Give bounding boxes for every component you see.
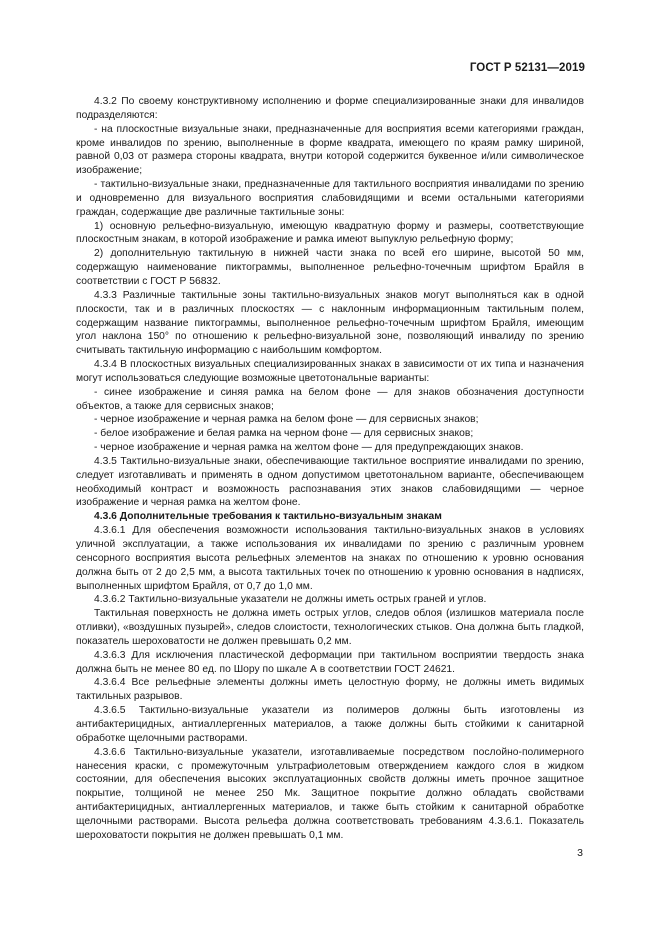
paragraph: - на плоскостные визуальные знаки, предназначенные для восприятия всеми категориями граждан, кроме инвалидов по зрению, выполненные в форме квадрата, имеющего по краям рамку шириной, равной 0,03 от размера стороны квадрата, внутри которой содержится буквенное и/или символическое изображение;	[76, 123, 584, 177]
paragraph: 4.3.6.1 Для обеспечения возможности использования тактильно-визуальных знаков в условиях уличной эксплуатации, а также использования их инвалидами по зрению с различным уровнем сенсорного восприятия высота рельефных элементов на знаках по отношению к уровню основания должна быть от 2 до 2,5 мм, а высота тактильных точек по отношению к уровню основания в надписях, выполненных шрифтом Брайля, от 0,7 до 1,0 мм.	[76, 525, 584, 592]
document-body	[76, 95, 584, 843]
paragraph: Тактильная поверхность не должна иметь острых углов, следов облоя (излишков материала после отливки), «воздушных пузырей», следов слоистости, технологических стыков. Она должна быть гладкой, показатель шероховатости не должен превышать 0,2 мм.	[76, 608, 584, 647]
paragraph: - белое изображение и белая рамка на черном фоне — для сервисных знаков;	[94, 428, 474, 440]
page-number: 3	[577, 847, 583, 859]
paragraph: - черное изображение и черная рамка на желтом фоне — для предупреждающих знаков.	[94, 442, 524, 454]
paragraph: 4.3.6.2 Тактильно-визуальные указатели не должны иметь острых граней и углов.	[94, 594, 487, 606]
paragraph: 4.3.6.4 Все рельефные элементы должны иметь целостную форму, не должны иметь видимых тактильных разрывов.	[76, 677, 584, 703]
paragraph: - черное изображение и черная рамка на белом фоне — для сервисных знаков;	[94, 414, 479, 426]
paragraph: 4.3.5 Тактильно-визуальные знаки, обеспечивающие тактильное восприятие инвалидами по зрению, следует изготавливать и применять в одном допустимом цветотональном варианте, обеспечивающем необходимый контраст и возможность распознавания этих знаков слабовидящими — черное изображение и черная рамка на желтом фоне.	[76, 455, 584, 509]
paragraph: 2) дополнительную тактильную в нижней части знака по всей его ширине, высотой 50 мм, содержащую наименование пиктограммы, выполненное рельефно-точечным шрифтом Брайля в соответствии с ГОСТ Р 56832.	[76, 248, 584, 287]
paragraph: - тактильно-визуальные знаки, предназначенные для тактильного восприятия инвалидами по зрению и одновременно для визуального восприятия слабовидящими и всеми остальными категориями граждан, содержащие две различные тактильные зоны:	[76, 179, 584, 218]
paragraph: 4.3.2 По своему конструктивному исполнению и форме специализированные знаки для инвалидов подразделяются:	[76, 96, 584, 121]
paragraph: 1) основную рельефно-визуальную, имеющую квадратную форму и размеры, соответствующие плоскостным знакам, в которой изображение и рамка имеют выпуклую рельефную форму;	[76, 220, 584, 246]
paragraph: 4.3.4 В плоскостных визуальных специализированных знаках в зависимости от их типа и назначения могут использоваться следующие возможные цветотональные варианты:	[76, 359, 584, 384]
section-heading: 4.3.6 Дополнительные требования к тактильно-визуальным знакам	[94, 511, 442, 523]
standard-header: ГОСТ Р 52131—2019	[469, 62, 585, 74]
paragraph: 4.3.3 Различные тактильные зоны тактильно-визуальных знаков могут выполняться как в одной плоскости, так и в различных плоскостях — с наклонным информационным тактильным полем, содержащим название пиктограммы, выполненное рельефно-точечным шрифтом Брайля, имеющим угол наклона 150° по отношению к рельефно-визуальной зоне, позволяющий инвалиду по зрению считывать тактильную информацию с наибольшим комфортом.	[76, 289, 584, 357]
paragraph: - синее изображение и синяя рамка на белом фоне — для знаков обозначения доступности объектов, а также для сервисных знаков;	[76, 386, 584, 412]
paragraph: 4.3.6.5 Тактильно-визуальные указатели из полимеров должны быть изготовлены из антибактерицидных, антиаллергенных материалов, а также должны быть стойкими к санитарной обработке щелочными растворами.	[76, 705, 584, 744]
paragraph: 4.3.6.6 Тактильно-визуальные указатели, изготавливаемые посредством послойно-полимерного нанесения краски, с промежуточным ультрафиолетовым отверждением каждого слоя в жидком состоянии, для обеспечения высоких эксплуатационных свойств должны иметь прочное защитное покрытие, толщиной не менее 250 Мк. Защитное покрытие должно обладать свойствами антибактерицидных, антиаллергенных материалов, и также быть стойким к санитарной обработке щелочными растворами. Высота рельефа должна соответствовать требованиям 4.3.6.1. Показатель шероховатости покрытия не должен превышать 0,1 мм.	[76, 746, 584, 841]
paragraph: 4.3.6.3 Для исключения пластической деформации при тактильном восприятии твердость знака должна быть не менее 80 ед. по Шору по шкале А в соответствии ГОСТ 24621.	[76, 649, 584, 675]
